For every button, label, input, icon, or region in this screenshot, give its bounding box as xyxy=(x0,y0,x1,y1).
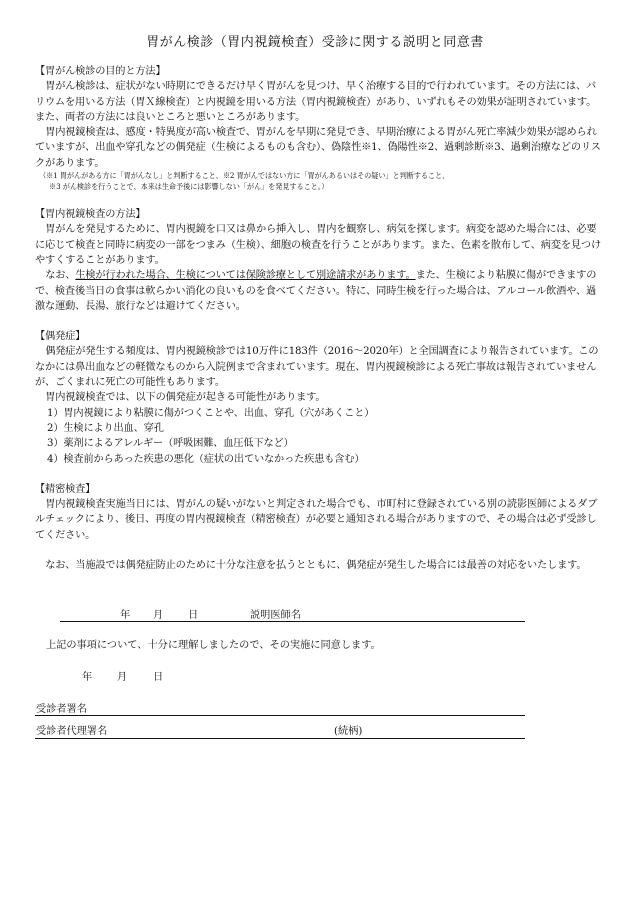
examinee-signature-label: 受診者署名 xyxy=(36,704,87,715)
complication-item: 4）検査前からあった疾患の悪化（症状の出ていなかった疾患も含む） xyxy=(47,453,365,465)
complication-item: 3）薬剤によるアレルギー（呼吸困難、血圧低下など） xyxy=(47,438,294,450)
document-body xyxy=(35,64,603,573)
consent-month-label: 月 xyxy=(117,672,128,683)
complications-paragraph-2: 胃内視鏡検査では、以下の偶発症が起きる可能性があります。 xyxy=(45,392,326,404)
purpose-paragraph-2: 胃内視鏡検査は、感度・特異度が高い検査で、胃がんを早期に発見でき、早期治療による胃がん死亡率減少効果が認められていますが、出血や穿孔などの偶発症（生検によるものも含む）、偽陰性※1、偽陽性※2、過剰診断※3、過剰治療などのリスクがあります。 xyxy=(35,127,601,169)
doctor-signature-line[interactable] xyxy=(60,621,525,622)
consent-year-label: 年 xyxy=(82,672,93,683)
complications-paragraph-1: 偶発症が発生する頻度は、胃内視鏡検診では10万件に183件（2016～2020年）と全国調査により報告されています。このなかには鼻出血などの軽微なものから入院例まで含まれています。現在、胃内視鏡検診による死亡事故は報告されていませんが、ごくまれに死亡の可能性もあります。 xyxy=(35,346,599,389)
consent-day-label: 日 xyxy=(153,672,164,683)
consent-statement: 上記の事項について、十分に理解しましたので、その実施に同意します。 xyxy=(46,640,381,651)
document-title: 胃がん検診（胃内視鏡検査）受診に関する説明と同意書 xyxy=(146,35,484,50)
relation-label: (続柄) xyxy=(334,726,363,737)
explain-day-label: 日 xyxy=(188,610,199,621)
section-heading-detailed-exam: 【精密検査】 xyxy=(35,483,96,495)
footnote-line-1: （※1 胃がんがある方に「胃がんなし」と判断すること、※2 胃がんではない方に「胃がんあるいはその疑い」と判断すること、 xyxy=(39,171,450,181)
examinee-signature-line[interactable] xyxy=(35,715,525,716)
closing-paragraph: なお、当施設では偶発症防止のために十分な注意を払うとともに、偶発症が発生した場合には最善の対応をいたします。 xyxy=(45,560,587,572)
biopsy-billing-note: 生検が行われた場合、生検については保険診療として別途請求があります。 xyxy=(75,270,416,282)
section-heading-method: 【胃内視鏡検査の方法】 xyxy=(35,209,146,221)
purpose-paragraph-1: 胃がん検診は、症状がない時期にできるだけ早く胃がんを見つけ、早く治療する目的で行われています。その方法には、バリウムを用いる方法（胃Ｘ線検査）と内視鏡を用いる方法（胃内視鏡検査）があり、いずれもその効果が証明されています。また、両者の方法には良いところと悪いところがあります。 xyxy=(35,81,597,123)
complication-item: 1）胃内視鏡により粘膜に傷がつくことや、出血、穿孔（穴があくこと） xyxy=(47,407,375,419)
method-p2-post: また、生検により粘膜に傷ができますので、検査後当日の食事は軟らかい消化の良いものを食べてください。特に、同時生検を行った場合は、アルコール飲酒や、過激な運動、長湯、旅行などは避けてください。 xyxy=(35,270,597,312)
proxy-signature-line[interactable] xyxy=(35,738,525,739)
proxy-signature-label: 受診者代理署名 xyxy=(36,726,108,737)
section-heading-complications: 【偶発症】 xyxy=(35,331,86,343)
complication-item: 2）生検により出血、穿孔 xyxy=(47,422,164,434)
section-heading-purpose: 【胃がん検診の目的と方法】 xyxy=(35,66,166,77)
method-p2-pre: なお、 xyxy=(45,270,76,282)
method-paragraph-1: 胃がんを発見するために、胃内視鏡を口又は鼻から挿入し、胃内を観察し、病気を探します。病変を認めた場合には、必要に応じて検査と同時に病変の一部をつまみ（生検）、細胞の検査を行うことがあります。また、色素を散布して、病変を見つけやすくすることがあります。 xyxy=(35,224,602,266)
footnote-line-2: ※3 がん検診を行うことで、本来は生命予後には影響しない「がん」を発見すること。） xyxy=(49,181,329,191)
explain-month-label: 月 xyxy=(153,610,164,621)
method-paragraph-2 xyxy=(35,268,603,314)
doctor-name-label: 説明医師名 xyxy=(250,610,301,621)
detailed-exam-paragraph: 胃内視鏡検査実施当日には、胃がんの疑いがないと判定された場合でも、市町村に登録されている別の読影医師によるダブルチェックにより、後日、再度の胃内視鏡検査（精密検査）が必要と通知される場合がありますので、その場合は必ず受診してください。 xyxy=(35,499,598,541)
explain-year-label: 年 xyxy=(120,610,131,621)
